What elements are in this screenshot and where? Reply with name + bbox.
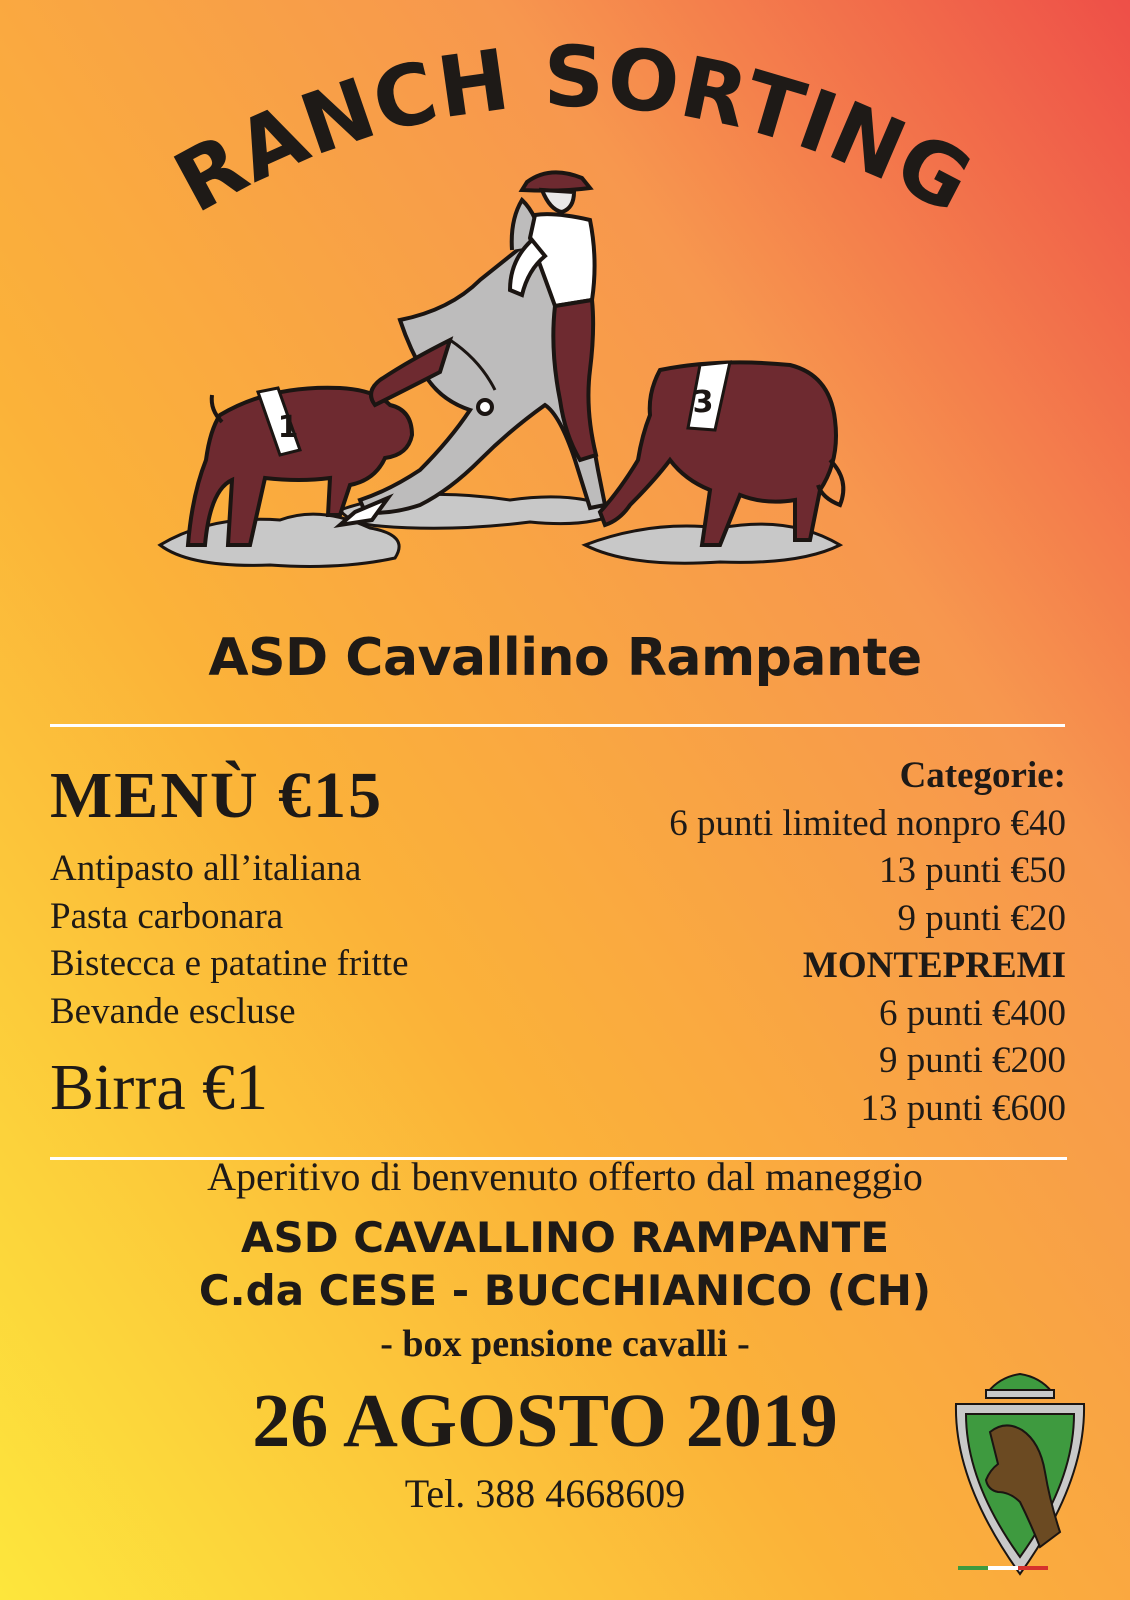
ranch-sorting-illustration bbox=[150, 160, 860, 580]
category-item: 9 punti €20 bbox=[897, 897, 1066, 939]
menu-list bbox=[50, 845, 409, 1035]
menu-item: Antipasto all’italiana bbox=[50, 848, 362, 889]
calf-right-number: 3 bbox=[692, 385, 714, 420]
categories-list bbox=[669, 752, 1066, 1132]
aperitivo-text: Aperitivo di benvenuto offerto dal maneggio bbox=[207, 1154, 923, 1199]
venue-address: C.da CESE - BUCCHIANICO (CH) bbox=[198, 1266, 932, 1315]
menu-title: MENÙ €15 bbox=[50, 759, 384, 832]
categories-heading: Categorie: bbox=[899, 755, 1066, 796]
phone-number: Tel. 388 4668609 bbox=[404, 1471, 686, 1516]
menu-item: Bevande escluse bbox=[50, 990, 296, 1032]
horse-head-shield-crest-icon bbox=[950, 1352, 1090, 1577]
prize-item: 13 punti €600 bbox=[860, 1087, 1066, 1129]
menu-item: Pasta carbonara bbox=[50, 895, 284, 937]
prizes-heading: MONTEPREMI bbox=[802, 945, 1066, 986]
beer-price: Birra €1 bbox=[50, 1051, 269, 1124]
prize-item: 9 punti €200 bbox=[878, 1040, 1066, 1081]
category-item: 13 punti €50 bbox=[878, 850, 1066, 891]
menu-item: Bistecca e patatine fritte bbox=[50, 943, 409, 984]
divider-top bbox=[50, 724, 1065, 727]
venue-name: ASD CAVALLINO RAMPANTE bbox=[240, 1213, 890, 1262]
prize-item: 6 punti €400 bbox=[878, 992, 1066, 1034]
calf-left-number: 1 bbox=[277, 410, 299, 445]
event-title: RANCH SORTING bbox=[158, 27, 988, 233]
service-text: - box pensione cavalli - bbox=[380, 1323, 750, 1365]
calf-right bbox=[600, 362, 843, 545]
club-name: ASD Cavallino Rampante bbox=[208, 628, 922, 688]
category-item: 6 punti limited nonpro €40 bbox=[669, 802, 1066, 844]
event-date: 26 AGOSTO 2019 bbox=[252, 1379, 838, 1463]
